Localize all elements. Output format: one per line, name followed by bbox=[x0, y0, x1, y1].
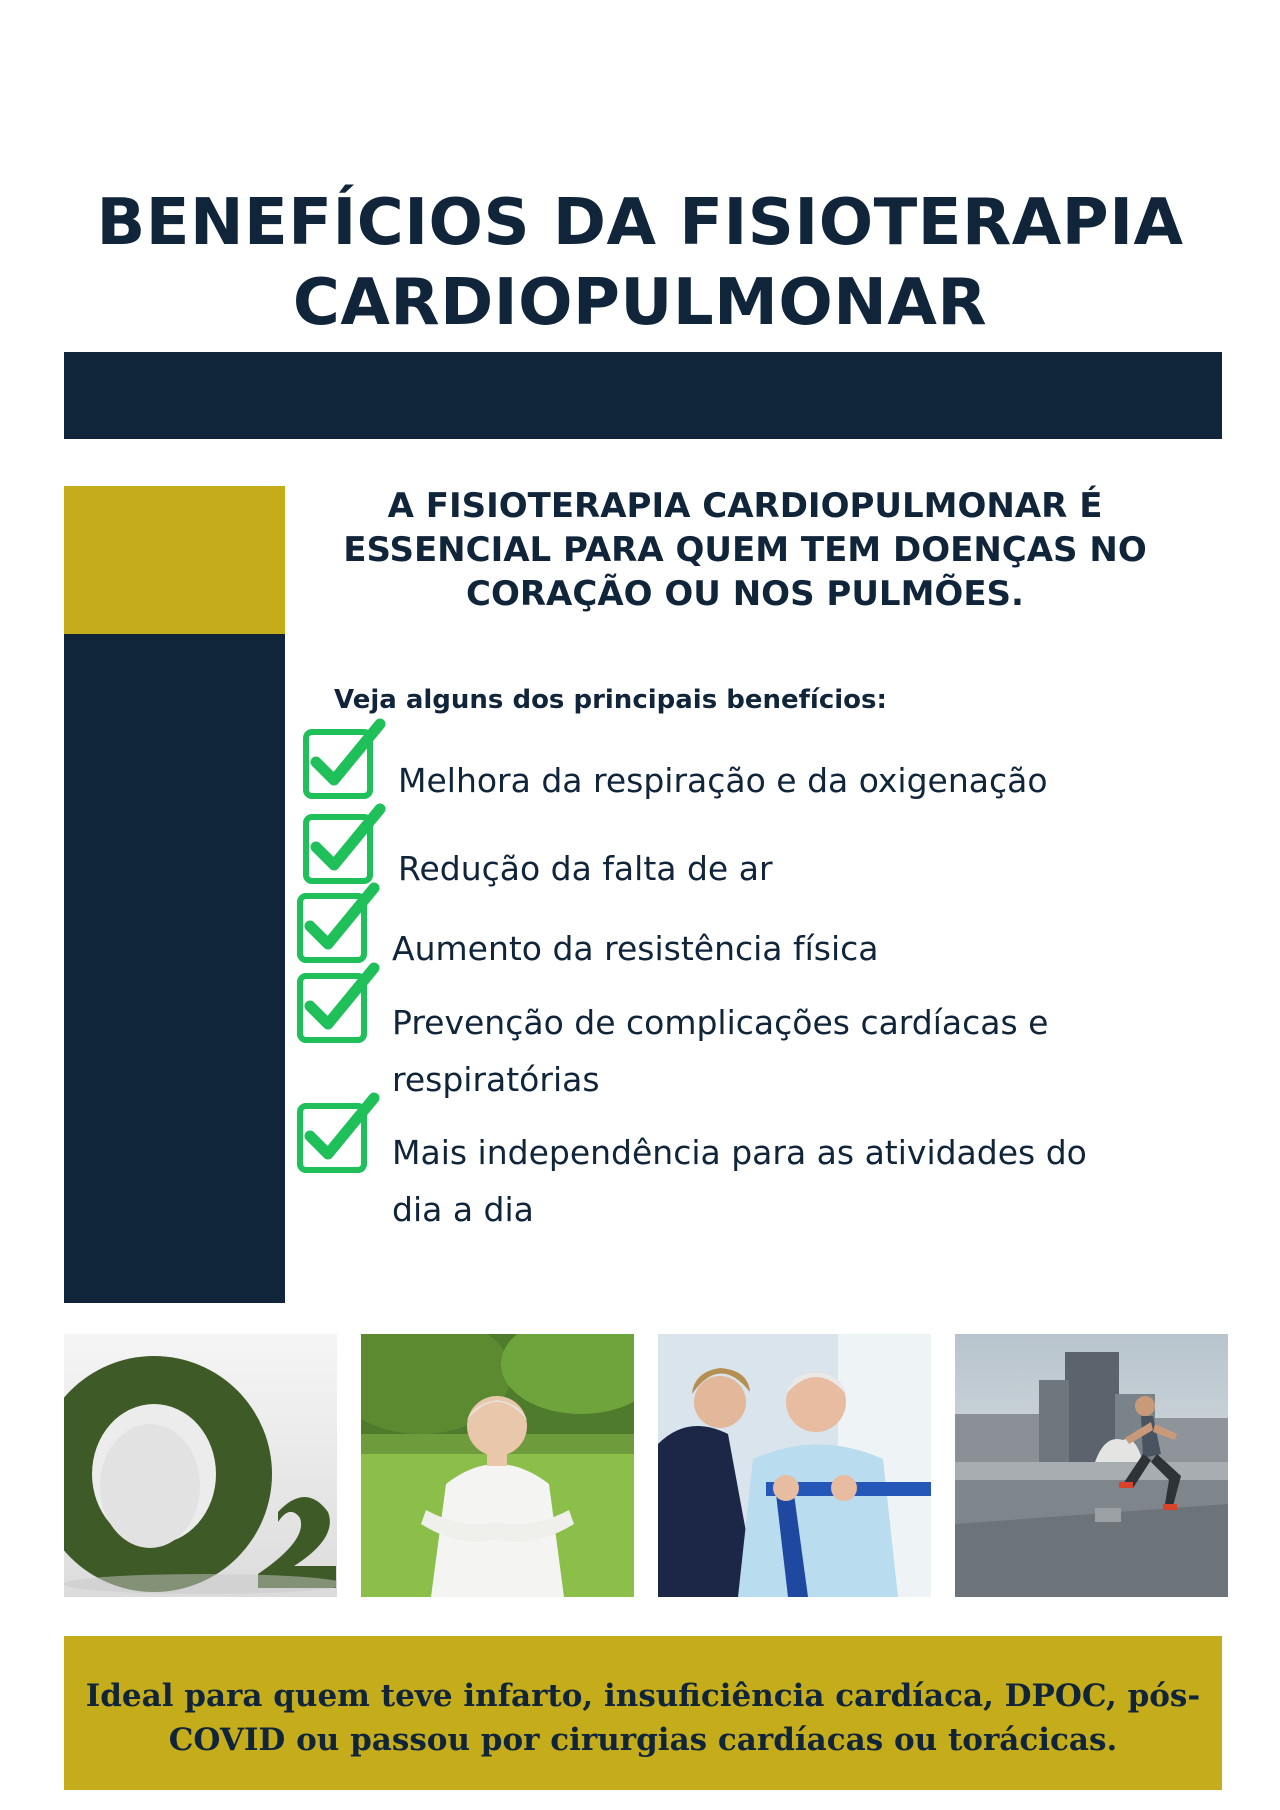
benefit-item-3-line-1: Aumento da resistência física bbox=[392, 929, 879, 968]
side-navy-block bbox=[64, 634, 285, 1303]
footer-line-2: COVID ou passou por cirurgias cardíacas ou torácicas. bbox=[168, 1722, 1118, 1758]
side-gold-block bbox=[64, 486, 285, 634]
benefit-item-5-line-1: Mais independência para as atividades do bbox=[392, 1133, 1087, 1172]
checkbox-checked-icon bbox=[294, 962, 384, 1052]
benefit-item-2 bbox=[398, 840, 773, 897]
intro-statement bbox=[310, 484, 1180, 616]
benefit-item-2-line-1: Redução da falta de ar bbox=[398, 849, 773, 888]
checkbox-checked-icon bbox=[294, 1092, 384, 1182]
benefit-item-3 bbox=[392, 920, 879, 977]
man-running-on-rooftop-photo bbox=[955, 1334, 1228, 1597]
intro-line-3: CORAÇÃO OU NOS PULMÕES. bbox=[466, 574, 1024, 614]
benefits-lead: Veja alguns dos principais benefícios: bbox=[334, 685, 887, 715]
intro-line-2: ESSENCIAL PARA QUEM TEM DOENÇAS NO bbox=[343, 530, 1147, 570]
footer-banner bbox=[64, 1636, 1222, 1790]
page-title bbox=[0, 183, 1280, 343]
intro-line-1: A FISIOTERAPIA CARDIOPULMONAR É bbox=[387, 486, 1103, 526]
checkbox-checked-icon bbox=[300, 718, 390, 808]
checkbox-checked-icon bbox=[300, 803, 390, 893]
benefit-item-5 bbox=[392, 1124, 1087, 1238]
benefit-item-4-line-1: Prevenção de complicações cardíacas e bbox=[392, 1003, 1049, 1042]
navy-banner-bar bbox=[64, 352, 1222, 439]
checkbox-checked-icon bbox=[294, 882, 384, 972]
page-title-line-2: CARDIOPULMONAR bbox=[292, 265, 988, 340]
elderly-woman-breathing-exercise-photo bbox=[361, 1334, 634, 1597]
page-title-line-1: BENEFÍCIOS DA FISIOTERAPIA bbox=[96, 185, 1184, 260]
therapist-with-elderly-man-resistance-band-photo bbox=[658, 1334, 931, 1597]
benefit-item-1 bbox=[398, 752, 1048, 809]
footer-line-1: Ideal para quem teve infarto, insuficiência cardíaca, DPOC, pós- bbox=[85, 1678, 1201, 1714]
benefit-item-5-line-2: dia a dia bbox=[392, 1190, 534, 1229]
benefit-item-4-line-2: respiratórias bbox=[392, 1060, 600, 1099]
benefit-item-4 bbox=[392, 994, 1049, 1108]
benefit-item-1-line-1: Melhora da respiração e da oxigenação bbox=[398, 761, 1048, 800]
o2-grass-letters-photo bbox=[64, 1334, 337, 1597]
footer-text bbox=[64, 1674, 1222, 1762]
